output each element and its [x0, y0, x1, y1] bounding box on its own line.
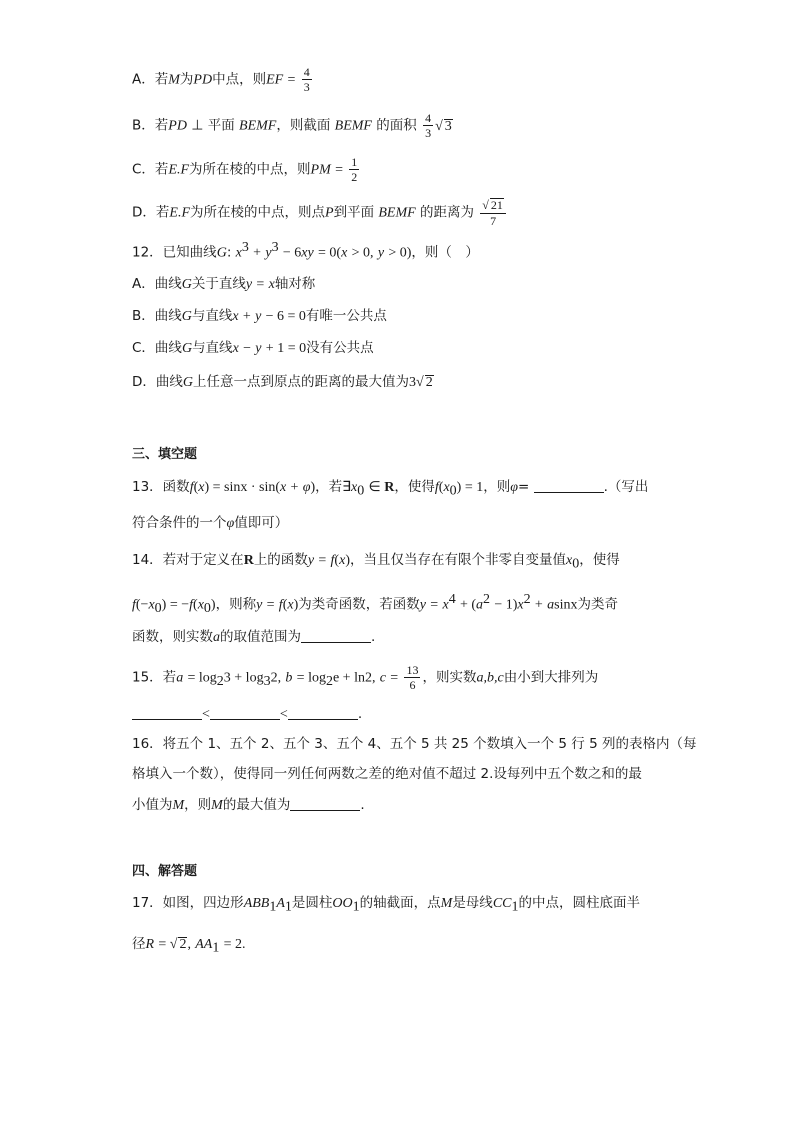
q17-line-2: 径R = √ 2, $AA_1 = 2$. [132, 936, 246, 956]
q15-line-2: < < . [132, 704, 362, 725]
q13-line-2: 符合条件的一个φ值即可） [132, 515, 289, 531]
q13-answer-blank[interactable] [534, 478, 604, 493]
q15-blank-2[interactable] [210, 705, 280, 720]
q16-line-3: 小值为M，则M的最大值为 . [132, 797, 365, 813]
q15-blank-3[interactable] [288, 705, 358, 720]
q12-option-d: D．曲线G上任意一点到原点的距离的最大值为3√ 2 [132, 374, 433, 390]
q16-answer-blank[interactable] [290, 796, 360, 811]
q14-line-1: 14．若对于定义在R上的函数y = f(x)，当且仅当存在有限个非零自变量值$x_0$，使得 [132, 552, 620, 572]
q16-line-2: 格填入一个数），使得同一列任何两数之差的绝对值不超过 2.设每列中五个数之和的最 [132, 766, 642, 782]
q11-option-b: B．若PD ⊥ 平面 BEMF，则截面 BEMF 的面积 $\frac{4}{3}$ √ 3 [132, 111, 452, 140]
q12-option-b: B．曲线G与直线x + y − 6 = 0有唯一公共点 [132, 308, 387, 324]
q12-stem: 12．已知曲线G: $x^3 + y^3 - 6xy = 0(x > 0$, y > 0)，则（ ） [132, 240, 479, 261]
q17-line-1: 17．如图，四边形$ABB_1A_1$是圆柱$OO_1$的轴截面，点M是母线$CC_1$的中点，圆柱底面半 [132, 895, 640, 915]
q14-answer-blank[interactable] [301, 628, 371, 643]
section-4-title: 四、解答题 [132, 864, 198, 879]
q12-option-c: C．曲线G与直线x − y + 1 = 0没有公共点 [132, 340, 374, 356]
q11-option-a: A．若M为PD中点，则EF = $\frac{4}{3}$ [132, 65, 310, 94]
q13-line-1: 13．函数f(x) = sinx · sin(x + φ)，若$\exists x_0$ ∈ R，使得$f(x_0) = 1$，则φ= .（写出 [132, 479, 649, 499]
q12-option-a: A．曲线G关于直线y = x轴对称 [132, 276, 316, 292]
q11-option-c: C．若E.F为所在棱的中点，则PM = $\frac{1}{2}$ [132, 155, 358, 184]
q14-line-3: 函数，则实数a的取值范围为 . [132, 629, 376, 645]
q11-option-d: D．若E.F为所在棱的中点，则点P到平面 BEMF 的距离为 $\frac{√ 21}{7}$ [132, 198, 508, 227]
section-3-title: 三、填空题 [132, 447, 198, 462]
q15-blank-1[interactable] [132, 705, 202, 720]
q14-line-2: $f(-x_0) = -f(x_0)$，则称y = f(x)为类奇函数，若函数$y = x^4 + (a^2 - 1)x^2 + asinx$为类奇 [132, 592, 618, 617]
q15-line-1: 15．若$a = \log_23 + \log_32$, $b = \log_2e + \ln 2$, c = $\frac{13}{6}$ ，则实数a,b,c由小到大排列为 [132, 663, 599, 692]
q16-line-1: 16．将五个 1、五个 2、五个 3、五个 4、五个 5 共 25 个数填入一个 5 行 5 列的表格内（每 [132, 736, 697, 752]
